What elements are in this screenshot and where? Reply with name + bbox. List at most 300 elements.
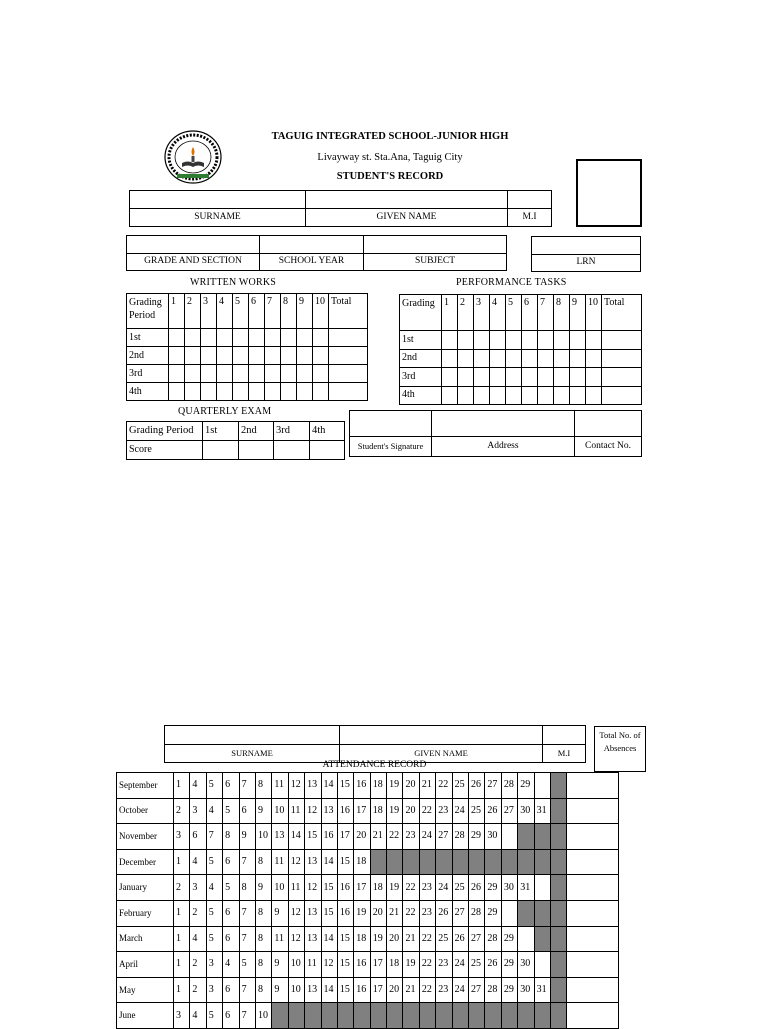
day-cell[interactable]: 27	[469, 977, 485, 1003]
day-cell[interactable]: 13	[305, 900, 321, 926]
exam-score-cell[interactable]	[274, 441, 310, 460]
grade-cell[interactable]	[442, 349, 458, 368]
day-cell[interactable]: 14	[288, 824, 304, 850]
day-cell[interactable]: 23	[436, 798, 452, 824]
grade-cell[interactable]	[169, 347, 185, 365]
day-cell[interactable]: 6	[190, 824, 206, 850]
day-cell[interactable]: 5	[206, 849, 222, 875]
day-cell[interactable]: 12	[288, 773, 304, 799]
grade-cell[interactable]	[506, 368, 522, 387]
grade-cell[interactable]	[506, 386, 522, 405]
day-cell[interactable]: 3	[206, 952, 222, 978]
grade-cell[interactable]	[490, 331, 506, 350]
day-cell[interactable]: 18	[370, 875, 386, 901]
absences-cell[interactable]	[567, 773, 619, 799]
day-cell[interactable]: 21	[387, 900, 403, 926]
day-cell[interactable]: 31	[534, 798, 550, 824]
grade-cell[interactable]	[185, 383, 201, 401]
grade-cell[interactable]	[506, 331, 522, 350]
grade-cell[interactable]	[313, 383, 329, 401]
day-cell[interactable]: 2	[174, 875, 190, 901]
day-cell[interactable]: 7	[239, 977, 255, 1003]
grade-cell[interactable]	[265, 347, 281, 365]
grade-cell[interactable]	[217, 347, 233, 365]
grade-cell[interactable]	[506, 349, 522, 368]
day-cell[interactable]: 21	[403, 926, 419, 952]
day-cell[interactable]: 1	[174, 849, 190, 875]
day-cell[interactable]: 10	[255, 824, 271, 850]
grade-cell[interactable]	[249, 329, 265, 347]
day-cell[interactable]: 25	[436, 926, 452, 952]
day-cell[interactable]: 12	[305, 798, 321, 824]
exam-score-cell[interactable]	[203, 441, 239, 460]
day-cell[interactable]: 13	[305, 977, 321, 1003]
grade-cell[interactable]	[169, 383, 185, 401]
grade-cell[interactable]	[185, 347, 201, 365]
att-mi-field[interactable]	[543, 726, 586, 745]
day-cell[interactable]: 28	[485, 977, 501, 1003]
grade-cell[interactable]	[522, 331, 538, 350]
day-cell[interactable]: 12	[288, 900, 304, 926]
grade-cell[interactable]	[217, 383, 233, 401]
day-cell[interactable]: 24	[452, 952, 468, 978]
grade-cell[interactable]	[169, 329, 185, 347]
day-cell[interactable]: 11	[288, 798, 304, 824]
grade-cell[interactable]	[313, 347, 329, 365]
grade-cell[interactable]	[570, 386, 586, 405]
day-cell[interactable]: 9	[272, 952, 288, 978]
day-cell[interactable]: 16	[337, 875, 353, 901]
day-cell[interactable]: 26	[452, 926, 468, 952]
address-field[interactable]	[432, 411, 575, 437]
grade-cell[interactable]	[586, 349, 602, 368]
day-cell[interactable]: 26	[485, 798, 501, 824]
absences-cell[interactable]	[567, 926, 619, 952]
day-cell[interactable]: 1	[174, 926, 190, 952]
day-cell[interactable]: 29	[518, 773, 534, 799]
grade-cell[interactable]	[554, 386, 570, 405]
subject-field[interactable]	[364, 236, 507, 254]
grade-cell[interactable]	[313, 329, 329, 347]
grade-cell[interactable]	[586, 368, 602, 387]
day-cell[interactable]: 28	[501, 773, 517, 799]
day-cell[interactable]: 2	[174, 798, 190, 824]
day-cell[interactable]: 6	[239, 798, 255, 824]
day-cell[interactable]: 19	[370, 926, 386, 952]
day-cell[interactable]: 4	[190, 773, 206, 799]
day-cell[interactable]: 15	[337, 977, 353, 1003]
grade-cell[interactable]	[458, 386, 474, 405]
day-cell[interactable]: 23	[419, 900, 435, 926]
day-cell[interactable]: 2	[190, 900, 206, 926]
grade-cell[interactable]	[185, 329, 201, 347]
grade-cell[interactable]	[329, 365, 368, 383]
day-cell[interactable]: 16	[354, 977, 370, 1003]
absences-cell[interactable]	[567, 900, 619, 926]
grade-cell[interactable]	[538, 386, 554, 405]
day-cell[interactable]: 24	[436, 875, 452, 901]
day-cell[interactable]: 22	[419, 798, 435, 824]
grade-cell[interactable]	[602, 331, 642, 350]
absences-cell[interactable]	[567, 849, 619, 875]
grade-cell[interactable]	[233, 329, 249, 347]
exam-score-cell[interactable]	[239, 441, 274, 460]
day-cell[interactable]: 4	[190, 849, 206, 875]
grade-cell[interactable]	[490, 386, 506, 405]
day-cell[interactable]: 7	[206, 824, 222, 850]
grade-cell[interactable]	[297, 365, 313, 383]
day-cell[interactable]: 30	[518, 952, 534, 978]
grade-cell[interactable]	[442, 386, 458, 405]
day-cell[interactable]: 27	[469, 926, 485, 952]
day-cell[interactable]: 30	[485, 824, 501, 850]
day-cell[interactable]: 14	[321, 926, 337, 952]
day-cell[interactable]: 16	[337, 798, 353, 824]
absences-cell[interactable]	[567, 1003, 619, 1029]
grade-cell[interactable]	[249, 365, 265, 383]
grade-cell[interactable]	[522, 386, 538, 405]
grade-cell[interactable]	[474, 368, 490, 387]
grade-cell[interactable]	[281, 347, 297, 365]
grade-cell[interactable]	[570, 331, 586, 350]
day-cell[interactable]: 8	[255, 926, 271, 952]
day-cell[interactable]: 3	[206, 977, 222, 1003]
day-cell[interactable]: 3	[190, 798, 206, 824]
day-cell[interactable]: 17	[337, 824, 353, 850]
grade-cell[interactable]	[474, 349, 490, 368]
day-cell[interactable]: 17	[354, 798, 370, 824]
day-cell[interactable]: 19	[387, 798, 403, 824]
day-cell[interactable]: 5	[223, 875, 239, 901]
day-cell[interactable]: 15	[321, 875, 337, 901]
day-cell[interactable]: 14	[321, 977, 337, 1003]
grade-cell[interactable]	[329, 347, 368, 365]
grade-cell[interactable]	[554, 349, 570, 368]
absences-cell[interactable]	[567, 952, 619, 978]
grade-cell[interactable]	[233, 365, 249, 383]
day-cell[interactable]: 5	[206, 900, 222, 926]
day-cell[interactable]: 1	[174, 773, 190, 799]
grade-cell[interactable]	[217, 365, 233, 383]
day-cell[interactable]: 17	[370, 977, 386, 1003]
day-cell[interactable]: 20	[403, 773, 419, 799]
day-cell[interactable]: 7	[239, 849, 255, 875]
day-cell[interactable]: 29	[469, 824, 485, 850]
day-cell[interactable]: 20	[354, 824, 370, 850]
day-cell[interactable]: 26	[469, 773, 485, 799]
grade-cell[interactable]	[554, 368, 570, 387]
day-cell[interactable]: 8	[239, 875, 255, 901]
day-cell[interactable]: 19	[387, 875, 403, 901]
day-cell[interactable]: 16	[354, 952, 370, 978]
grade-cell[interactable]	[281, 329, 297, 347]
day-cell[interactable]: 5	[239, 952, 255, 978]
grade-cell[interactable]	[297, 383, 313, 401]
day-cell[interactable]: 20	[387, 926, 403, 952]
day-cell[interactable]: 8	[255, 773, 271, 799]
day-cell[interactable]: 28	[485, 926, 501, 952]
day-cell[interactable]: 7	[239, 926, 255, 952]
grade-cell[interactable]	[281, 365, 297, 383]
day-cell[interactable]: 23	[403, 824, 419, 850]
day-cell[interactable]: 18	[354, 849, 370, 875]
day-cell[interactable]: 20	[370, 900, 386, 926]
day-cell[interactable]: 19	[403, 952, 419, 978]
day-cell[interactable]: 25	[469, 952, 485, 978]
day-cell[interactable]: 22	[419, 952, 435, 978]
day-cell[interactable]: 9	[255, 875, 271, 901]
grade-cell[interactable]	[538, 331, 554, 350]
day-cell[interactable]: 11	[272, 773, 288, 799]
day-cell[interactable]: 6	[223, 849, 239, 875]
grade-cell[interactable]	[313, 365, 329, 383]
day-cell[interactable]: 13	[305, 926, 321, 952]
grade-cell[interactable]	[586, 331, 602, 350]
day-cell[interactable]: 22	[419, 926, 435, 952]
day-cell[interactable]: 5	[206, 1003, 222, 1029]
day-cell[interactable]: 20	[403, 798, 419, 824]
day-cell[interactable]: 12	[288, 926, 304, 952]
day-cell[interactable]: 4	[223, 952, 239, 978]
day-cell[interactable]: 6	[223, 900, 239, 926]
grade-cell[interactable]	[249, 347, 265, 365]
day-cell[interactable]: 12	[288, 849, 304, 875]
day-cell[interactable]: 26	[485, 952, 501, 978]
day-cell[interactable]: 9	[272, 900, 288, 926]
day-cell[interactable]: 13	[305, 849, 321, 875]
day-cell[interactable]: 1	[174, 977, 190, 1003]
grade-cell[interactable]	[474, 331, 490, 350]
grade-cell[interactable]	[602, 386, 642, 405]
day-cell[interactable]: 9	[255, 798, 271, 824]
signature-field[interactable]	[350, 411, 432, 437]
day-cell[interactable]: 29	[485, 900, 501, 926]
day-cell[interactable]: 11	[272, 926, 288, 952]
grade-cell[interactable]	[490, 349, 506, 368]
day-cell[interactable]: 27	[485, 773, 501, 799]
grade-cell[interactable]	[233, 383, 249, 401]
day-cell[interactable]: 11	[305, 952, 321, 978]
grade-cell[interactable]	[538, 349, 554, 368]
day-cell[interactable]: 29	[501, 952, 517, 978]
day-cell[interactable]: 2	[190, 977, 206, 1003]
day-cell[interactable]: 24	[452, 977, 468, 1003]
day-cell[interactable]: 21	[419, 773, 435, 799]
day-cell[interactable]: 19	[387, 773, 403, 799]
grade-cell[interactable]	[201, 383, 217, 401]
day-cell[interactable]: 9	[272, 977, 288, 1003]
day-cell[interactable]: 3	[174, 824, 190, 850]
day-cell[interactable]: 4	[206, 798, 222, 824]
grade-cell[interactable]	[201, 347, 217, 365]
att-surname-field[interactable]	[165, 726, 340, 745]
grade-cell[interactable]	[570, 368, 586, 387]
grade-cell[interactable]	[458, 331, 474, 350]
day-cell[interactable]: 28	[452, 824, 468, 850]
day-cell[interactable]: 13	[321, 798, 337, 824]
day-cell[interactable]: 14	[321, 849, 337, 875]
day-cell[interactable]: 18	[370, 798, 386, 824]
grade-cell[interactable]	[602, 349, 642, 368]
grade-cell[interactable]	[458, 368, 474, 387]
day-cell[interactable]: 30	[518, 977, 534, 1003]
day-cell[interactable]: 8	[255, 849, 271, 875]
grade-cell[interactable]	[249, 383, 265, 401]
day-cell[interactable]: 8	[223, 824, 239, 850]
grade-cell[interactable]	[281, 383, 297, 401]
grade-cell[interactable]	[442, 331, 458, 350]
day-cell[interactable]: 23	[436, 952, 452, 978]
grade-cell[interactable]	[297, 347, 313, 365]
day-cell[interactable]: 3	[190, 875, 206, 901]
day-cell[interactable]: 7	[239, 900, 255, 926]
grade-cell[interactable]	[217, 329, 233, 347]
day-cell[interactable]: 6	[223, 926, 239, 952]
grade-cell[interactable]	[297, 329, 313, 347]
day-cell[interactable]: 10	[272, 875, 288, 901]
day-cell[interactable]: 29	[501, 977, 517, 1003]
day-cell[interactable]: 16	[321, 824, 337, 850]
day-cell[interactable]: 15	[337, 926, 353, 952]
day-cell[interactable]: 10	[288, 952, 304, 978]
day-cell[interactable]: 5	[223, 798, 239, 824]
day-cell[interactable]: 18	[387, 952, 403, 978]
day-cell[interactable]: 30	[501, 875, 517, 901]
day-cell[interactable]: 31	[534, 977, 550, 1003]
surname-field[interactable]	[130, 191, 306, 209]
grade-cell[interactable]	[233, 347, 249, 365]
day-cell[interactable]: 7	[239, 1003, 255, 1029]
day-cell[interactable]: 5	[206, 773, 222, 799]
day-cell[interactable]: 21	[370, 824, 386, 850]
grade-cell[interactable]	[554, 331, 570, 350]
day-cell[interactable]: 16	[354, 773, 370, 799]
grade-cell[interactable]	[329, 329, 368, 347]
day-cell[interactable]: 15	[337, 849, 353, 875]
day-cell[interactable]: 3	[174, 1003, 190, 1029]
day-cell[interactable]: 12	[321, 952, 337, 978]
day-cell[interactable]: 15	[337, 773, 353, 799]
att-given-name-field[interactable]	[340, 726, 543, 745]
day-cell[interactable]: 25	[469, 798, 485, 824]
day-cell[interactable]: 17	[354, 875, 370, 901]
day-cell[interactable]: 25	[452, 875, 468, 901]
day-cell[interactable]: 21	[403, 977, 419, 1003]
contact-field[interactable]	[575, 411, 642, 437]
grade-cell[interactable]	[201, 365, 217, 383]
day-cell[interactable]: 27	[501, 798, 517, 824]
grade-cell[interactable]	[185, 365, 201, 383]
day-cell[interactable]: 4	[190, 926, 206, 952]
grade-cell[interactable]	[442, 368, 458, 387]
day-cell[interactable]: 10	[288, 977, 304, 1003]
day-cell[interactable]: 4	[190, 1003, 206, 1029]
day-cell[interactable]: 22	[419, 977, 435, 1003]
day-cell[interactable]: 6	[223, 773, 239, 799]
day-cell[interactable]: 8	[255, 952, 271, 978]
absences-cell[interactable]	[567, 977, 619, 1003]
day-cell[interactable]: 10	[255, 1003, 271, 1029]
day-cell[interactable]: 8	[255, 977, 271, 1003]
day-cell[interactable]: 15	[321, 900, 337, 926]
lrn-field[interactable]	[532, 237, 641, 255]
day-cell[interactable]: 4	[206, 875, 222, 901]
grade-cell[interactable]	[265, 383, 281, 401]
day-cell[interactable]: 18	[354, 926, 370, 952]
day-cell[interactable]: 17	[370, 952, 386, 978]
grade-cell[interactable]	[329, 383, 368, 401]
day-cell[interactable]: 26	[436, 900, 452, 926]
day-cell[interactable]: 7	[239, 773, 255, 799]
day-cell[interactable]: 15	[305, 824, 321, 850]
grade-cell[interactable]	[522, 368, 538, 387]
grade-cell[interactable]	[458, 349, 474, 368]
grade-cell[interactable]	[169, 365, 185, 383]
day-cell[interactable]: 10	[272, 798, 288, 824]
day-cell[interactable]: 22	[403, 875, 419, 901]
day-cell[interactable]: 6	[223, 977, 239, 1003]
day-cell[interactable]: 1	[174, 900, 190, 926]
day-cell[interactable]: 1	[174, 952, 190, 978]
absences-cell[interactable]	[567, 875, 619, 901]
day-cell[interactable]: 29	[501, 926, 517, 952]
day-cell[interactable]: 22	[403, 900, 419, 926]
day-cell[interactable]: 24	[452, 798, 468, 824]
day-cell[interactable]: 15	[337, 952, 353, 978]
grade-cell[interactable]	[586, 386, 602, 405]
grade-cell[interactable]	[265, 329, 281, 347]
grade-cell[interactable]	[201, 329, 217, 347]
grade-cell[interactable]	[538, 368, 554, 387]
day-cell[interactable]: 13	[305, 773, 321, 799]
day-cell[interactable]: 13	[272, 824, 288, 850]
day-cell[interactable]: 19	[354, 900, 370, 926]
grade-cell[interactable]	[474, 386, 490, 405]
day-cell[interactable]: 29	[485, 875, 501, 901]
day-cell[interactable]: 22	[387, 824, 403, 850]
day-cell[interactable]: 16	[337, 900, 353, 926]
school-year-field[interactable]	[260, 236, 364, 254]
day-cell[interactable]: 20	[387, 977, 403, 1003]
day-cell[interactable]: 14	[321, 773, 337, 799]
grade-cell[interactable]	[570, 349, 586, 368]
day-cell[interactable]: 6	[223, 1003, 239, 1029]
day-cell[interactable]: 27	[452, 900, 468, 926]
day-cell[interactable]: 27	[436, 824, 452, 850]
day-cell[interactable]: 9	[239, 824, 255, 850]
day-cell[interactable]: 24	[419, 824, 435, 850]
exam-score-cell[interactable]	[310, 441, 345, 460]
day-cell[interactable]: 25	[452, 773, 468, 799]
day-cell[interactable]: 28	[469, 900, 485, 926]
day-cell[interactable]: 31	[518, 875, 534, 901]
day-cell[interactable]: 5	[206, 926, 222, 952]
grade-cell[interactable]	[490, 368, 506, 387]
grade-cell[interactable]	[602, 368, 642, 387]
day-cell[interactable]: 11	[288, 875, 304, 901]
mi-field[interactable]	[508, 191, 552, 209]
day-cell[interactable]: 23	[436, 977, 452, 1003]
day-cell[interactable]: 23	[419, 875, 435, 901]
day-cell[interactable]: 22	[436, 773, 452, 799]
grade-section-field[interactable]	[127, 236, 260, 254]
day-cell[interactable]: 8	[255, 900, 271, 926]
grade-cell[interactable]	[522, 349, 538, 368]
absences-cell[interactable]	[567, 824, 619, 850]
day-cell[interactable]: 2	[190, 952, 206, 978]
day-cell[interactable]: 26	[469, 875, 485, 901]
day-cell[interactable]: 11	[272, 849, 288, 875]
